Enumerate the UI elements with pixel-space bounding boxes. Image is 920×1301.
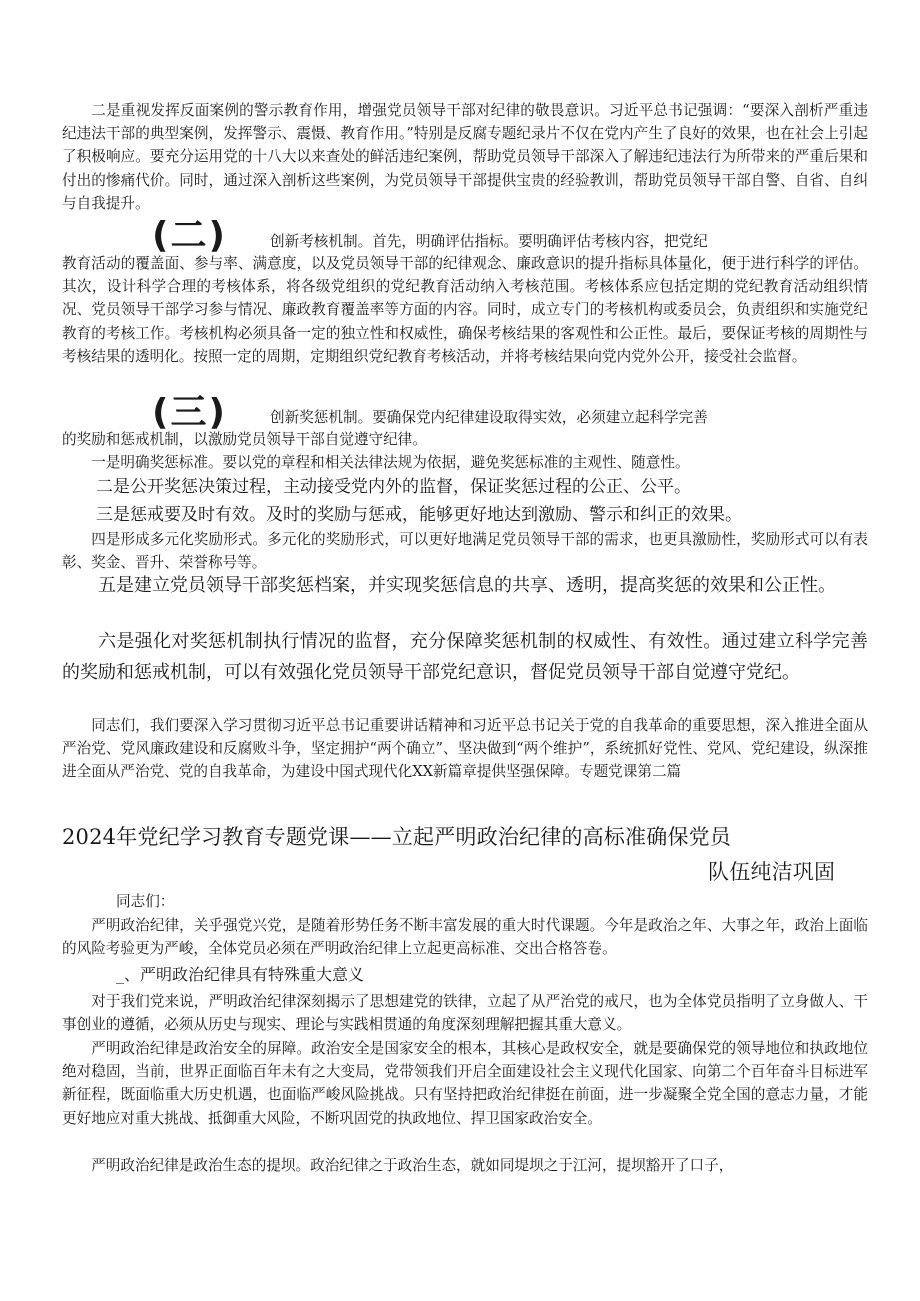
item-reward-standards: 一是明确奖惩标准。要以党的章程和相关法律法规为依据，避免奖惩标准的主观性、随意性。 [91, 454, 690, 471]
salutation: 同志们： [116, 893, 175, 910]
paragraph-political-ecology: 严明政治纪律是政治生态的提坝。政治纪律之于政治生态，就如同堤坝之于江河，提坝豁开了口子， [91, 1157, 734, 1174]
heading-political-discipline-significance: _、严明政治纪律具有特殊重大意义 [116, 965, 365, 984]
item-open-process: 二是公开奖惩决策过程，主动接受党内外的监督，保证奖惩过程的公正、公平。 [96, 477, 691, 497]
paragraph-political-security: 严明政治纪律是政治安全的屏障。政治安全是国家安全的根本，其核心是政权安全，就是要确保党的领导地位和执政地位绝对稳固，当前，世界正面临百年未有之大变局，党带领我们开启全面建设社会主义现代化国家、向第二个百年奋斗目标进军新征程，既面临重大历史机遇，也面临严峻风险挑战。只有坚持把政治纪律挺在前面，进一步凝聚全党全国的意志力量，才能更好地应对重大挑战、抵御重大风险，不断巩固党的执政地位、捍卫国家政治安全。 [62, 1040, 868, 1127]
item-timely-discipline: 三是惩戒要及时有效。及时的奖励与惩戒，能够更好地达到激励、警示和纠正的效果。 [96, 505, 742, 525]
intro-paragraph: 严明政治纪律，关乎强党兴党，是随着形势任务不断丰富发展的重大时代课题。今年是政治之年、大事之年，政治上面临的风险考验更为严峻，全体党员必须在严明政治纪律上立起更高标准、交出合格答卷。 [62, 917, 868, 958]
paragraph-warning-cases: 二是重视发挥反面案例的警示教育作用，增强党员领导干部对纪律的敬畏意识。习近平总书记强调：“要深入剖析严重违纪违法干部的典型案例，发挥警示、震慑、教育作用。”特别是反腐专题纪录片不仅在党内产生了良好的效果，也在社会上引起了积极响应。要充分运用党的十八大以来查处的鲜活违纪案例，帮助党员领导干部深入了解违纪违法行为所带来的严重后果和付出的惨痛代价。同时，通过深入剖析这些案例，为党员领导干部提供宝贵的经验教训，帮助党员领导干部自警、自省、自纠与自我提升。 [62, 102, 868, 212]
item-supervision: 六是强化对奖惩机制执行情况的监督，充分保障奖惩机制的权威性、有效性。通过建立科学完善的奖励和惩戒机制，可以有效强化党员领导干部党纪意识，督促党员领导干部自觉遵守党纪。 [62, 631, 868, 683]
lecture-title-line-1: 2024年党纪学习教育专题党课——立起严明政治纪律的高标准确保党员 [62, 825, 732, 849]
item-reward-archive: 五是建立党员领导干部奖惩档案，并实现奖惩信息的共享、透明，提高奖惩的效果和公正性。 [98, 575, 836, 596]
section-number-3: (三) [152, 392, 227, 433]
item-diverse-rewards: 四是形成多元化奖励形式。多元化的奖励形式，可以更好地满足党员领导干部的需求，也更具激励性，奖励形式可以有表彰、奖金、晋升、荣誉称号等。 [62, 531, 868, 572]
section-3-lead: 创新奖惩机制。要确保党内纪律建设取得实效，必须建立起科学完善 [270, 409, 708, 426]
closing-paragraph: 同志们，我们要深入学习贯彻习近平总书记重要讲话精神和习近平总书记关于党的自我革命的重要思想，深入推进全面从严治党、党风廉政建设和反腐败斗争，坚定拥护“两个确立”、坚决做到“两个维护”，系统抓好党性、党风、党纪建设，纵深推进全面从严治党、党的自我革命，为建设中国式现代化XX新篇章提供坚强保障。专题党课第二篇 [62, 717, 868, 781]
lecture-title-line-2: 队伍纯洁巩固 [708, 860, 836, 884]
section-2-body: 教育活动的覆盖面、参与率、满意度，以及党员领导干部的纪律观念、廉政意识的提升指标具体量化，便于进行科学的评估。其次，设计科学合理的考核体系，将各级党组织的党纪教育活动纳入考核范围。考核体系应包括定期的党纪教育活动组织情况、党员领导干部学习参与情况、廉政教育覆盖率等方面的内容。同时，成立专门的考核机构或委员会，负责组织和实施党纪教育的考核工作。考核机构必须具备一定的独立性和权威性，确保考核结果的客观性和公正性。最后，要保证考核的周期性与考核结果的透明化。按照一定的周期，定期组织党纪教育考核活动，并将考核结果向党内党外公开，接受社会监督。 [62, 255, 868, 365]
section-3-body: 的奖励和惩戒机制，以激励党员领导干部自觉遵守纪律。 [62, 431, 427, 448]
section-2-lead: 创新考核机制。首先，明确评估指标。要明确评估考核内容，把党纪 [270, 233, 708, 250]
section-number-2: (二) [152, 215, 227, 256]
paragraph-significance: 对于我们党来说，严明政治纪律深刻揭示了思想建党的铁律，立起了从严治党的戒尺，也为全体党员指明了立身做人、干事创业的遵循，必须从历史与现实、理论与实践相贯通的角度深刻理解把握其重大意义。 [62, 993, 868, 1034]
